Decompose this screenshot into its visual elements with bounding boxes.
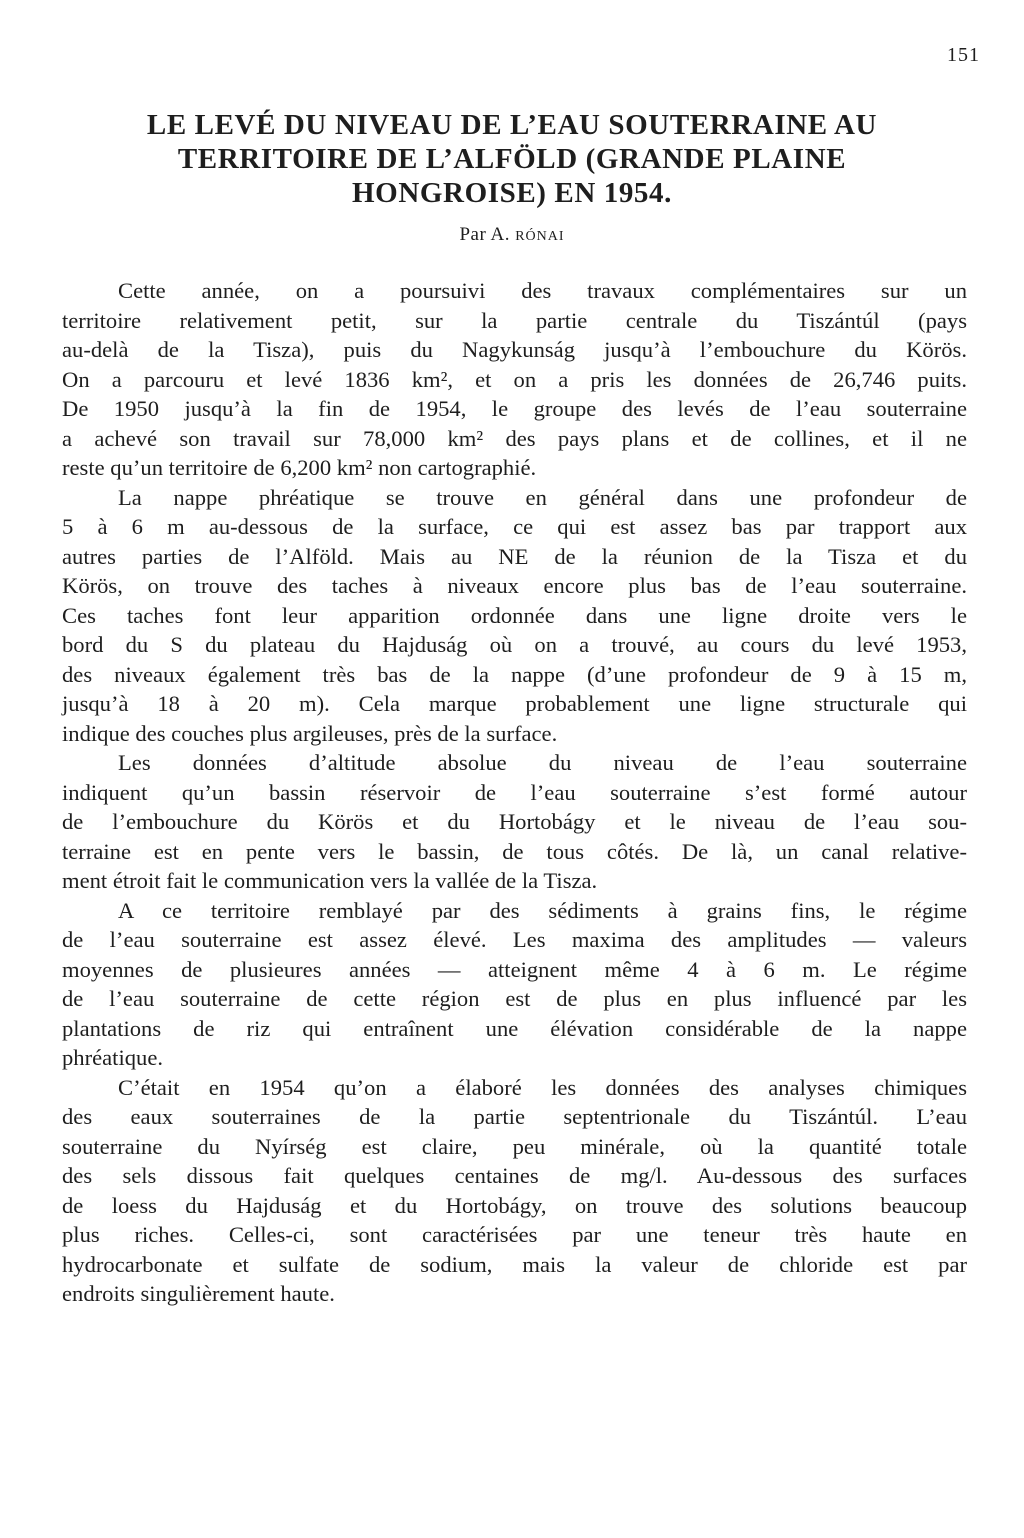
text-line: terraine est en pente vers le bassin, de tous côtés. De là, un canal relative- — [62, 838, 967, 864]
text-line: de loess du Hajduság et du Hortobágy, on trouve des solutions beaucoup — [62, 1192, 967, 1218]
text-line: souterraine du Nyírség est claire, peu minérale, où la quantité totale — [62, 1133, 967, 1159]
text-line: des niveaux également très bas de la nappe (d’une profondeur de 9 à 15 m, — [62, 661, 967, 687]
text-line: C’était en 1954 qu’on a élaboré les données des analyses chimiques — [118, 1074, 967, 1100]
text-line: hydrocarbonate et sulfate de sodium, mais la valeur de chloride est par — [62, 1251, 967, 1277]
page-number: 151 — [947, 44, 980, 66]
author-byline — [0, 224, 1024, 246]
text-line: ment étroit fait le communication vers la vallée de la Tisza. — [62, 868, 598, 893]
paragraph — [62, 276, 967, 483]
paragraph — [62, 896, 967, 1073]
text-line: indiquent qu’un bassin réservoir de l’eau souterraine s’est formé autour — [62, 779, 967, 805]
text-line: de l’eau souterraine est assez élevé. Les maxima des amplitudes — valeurs — [62, 927, 967, 952]
text-line: plantations de riz qui entraînent une élévation considérable de la nappe — [62, 1015, 967, 1041]
text-line: phréatique. — [62, 1045, 163, 1070]
text-line: au-delà de la Tisza), puis du Nagykunság jusqu’à l’embouchure du Körös. — [62, 337, 967, 362]
text-line: Ces taches font leur apparition ordonnée dans une ligne droite vers le — [62, 602, 967, 628]
text-line: de l’eau souterraine de cette région est de plus en plus influencé par les — [62, 986, 967, 1011]
text-line: des sels dissous fait quelques centaines de mg/l. Au-dessous des surfaces — [62, 1163, 967, 1188]
text-line: autres parties de l’Alföld. Mais au NE de la réunion de la Tisza et du — [62, 543, 967, 569]
text-line: reste qu’un territoire de 6,200 km² non cartographié. — [62, 455, 537, 480]
paragraph — [62, 483, 967, 749]
text-line: Körös, on trouve des taches à niveaux encore plus bas de l’eau souterraine. — [62, 573, 967, 598]
text-line: 5 à 6 m au-dessous de la surface, ce qui est assez bas par trapport aux — [62, 514, 967, 539]
paragraph — [62, 1073, 967, 1309]
text-line: de l’embouchure du Körös et du Hortobágy et le niveau de l’eau sou- — [62, 809, 967, 834]
title-line: LE LEVÉ DU NIVEAU DE L’EAU SOUTERRAINE AU — [146, 109, 878, 141]
text-line: indique des couches plus argileuses, près de la surface. — [62, 720, 558, 746]
text-line: A ce territoire remblayé par des sédiments à grains fins, le régime — [118, 897, 967, 923]
author-prefix: Par A. — [459, 224, 510, 245]
text-line: jusqu’à 18 à 20 m). Cela marque probablement une ligne structurale qui — [62, 691, 967, 716]
text-line: Cette année, on a poursuivi des travaux complémentaires sur un — [118, 278, 967, 303]
title-line: TERRITOIRE DE L’ALFÖLD (GRANDE PLAINE — [177, 143, 847, 175]
text-line: des eaux souterraines de la partie septentrionale du Tiszántúl. L’eau — [62, 1104, 967, 1129]
article-body — [62, 276, 967, 1309]
text-line: a achevé son travail sur 78,000 km² des pays plans et de collines, et il ne — [62, 425, 967, 451]
paragraph — [62, 748, 967, 896]
text-line: bord du S du plateau du Hajduság où on a trouvé, au cours du levé 1953, — [62, 632, 967, 657]
author-name: RÓNAI — [515, 229, 565, 244]
text-line: plus riches. Celles-ci, sont caractérisées par une teneur très haute en — [62, 1222, 967, 1247]
text-line: De 1950 jusqu’à la fin de 1954, le groupe des levés de l’eau souterraine — [62, 396, 967, 421]
title-line: HONGROISE) EN 1954. — [352, 177, 672, 209]
text-line: moyennes de plusieures années — atteignent même 4 à 6 m. Le régime — [62, 956, 967, 982]
text-line: La nappe phréatique se trouve en général dans une profondeur de — [118, 484, 967, 510]
text-line: Les données d’altitude absolue du niveau de l’eau souterraine — [118, 750, 967, 775]
article-title — [60, 108, 964, 210]
text-line: endroits singulièrement haute. — [62, 1281, 335, 1306]
text-line: On a parcouru et levé 1836 km², et on a pris les données de 26,746 puits. — [62, 366, 967, 392]
text-line: territoire relativement petit, sur la partie centrale du Tiszántúl (pays — [62, 307, 967, 333]
